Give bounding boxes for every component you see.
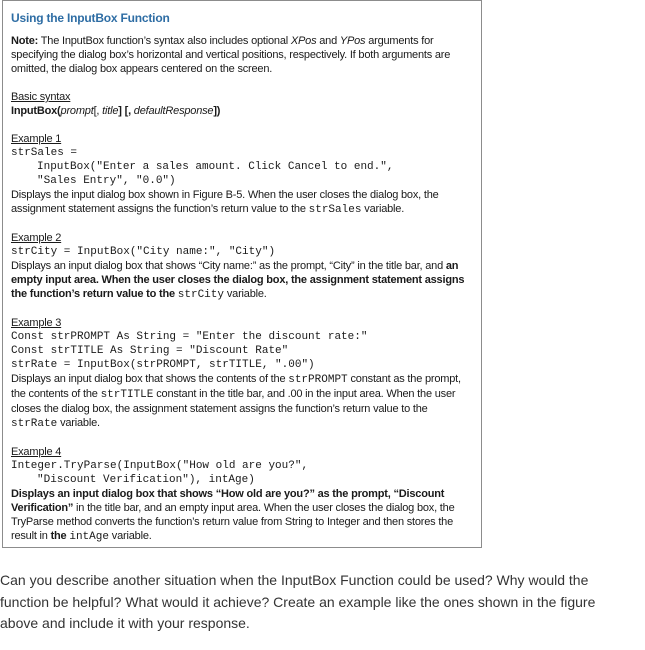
code-line: "Discount Verification"), intAge): [37, 474, 255, 486]
code-line: strSales =: [11, 147, 78, 159]
code-line: "Sales Entry", "0.0"): [37, 175, 176, 187]
example-description: [11, 259, 473, 302]
question-text: Can you describe another situation when the InputBox Function could be used? Why would the function be helpful? What would it achieve? Create an example like the ones shown in the figure above and include it with your response.: [0, 572, 596, 631]
desc-code: intAge: [69, 531, 109, 543]
syntax-part: title: [102, 105, 119, 117]
basic-syntax-line: [11, 104, 473, 118]
note-xpos: XPos: [290, 35, 317, 47]
desc-text: variable.: [224, 288, 267, 300]
desc-text: Displays an input dialog box that shows the contents of the: [11, 373, 289, 385]
desc-text: variable.: [57, 417, 100, 429]
desc-code: strRate: [11, 418, 58, 430]
figure-box: [2, 0, 482, 548]
basic-syntax-section: [11, 90, 473, 118]
note-text: The InputBox function’s syntax also includes optional: [38, 35, 291, 47]
note-text: arguments for specifying the dialog box’s horizontal and vertical positions, respectively. If both arguments are omitted, the dialog box appears centered on the screen.: [11, 35, 451, 75]
syntax-part: defaultResponse: [133, 105, 214, 117]
example-2: [11, 231, 473, 302]
desc-code: strSales: [308, 204, 362, 216]
desc-text: an empty input area. When the user closes the dialog box, the assignment statement assigns the function’s return value to the: [11, 260, 465, 300]
desc-text: Displays the input dialog box shown in Figure B-5. When the user closes the dialog box, the assignment statement assigns the function’s return value to the: [11, 189, 439, 215]
syntax-part: InputBox(: [11, 105, 61, 117]
example-description: [11, 487, 473, 544]
note-ypos: YPos: [339, 35, 366, 47]
desc-text: the: [50, 530, 70, 542]
desc-text: in the title bar, and an empty input area. When the user closes the dialog box, the TryParse method converts the function’s return value from String to Integer and then stores the result in: [11, 502, 455, 542]
desc-code: strTITLE: [100, 389, 154, 401]
example-description: [11, 372, 473, 431]
code-line: strCity = InputBox("City name:", "City"): [11, 246, 276, 258]
syntax-part: [,: [93, 105, 103, 117]
syntax-part: ] [,: [118, 105, 134, 117]
example-description: [11, 188, 473, 217]
note-text: and: [316, 35, 340, 47]
code-line: Const strTITLE As String = "Discount Rate": [11, 345, 289, 357]
syntax-part: ]): [213, 105, 221, 117]
desc-text: Displays an input dialog box that shows “City name:” as the prompt, “City” in the title bar, and: [11, 260, 446, 272]
note-paragraph: [11, 34, 473, 76]
code-line: strRate = InputBox(strPROMPT, strTITLE, ".00"): [11, 359, 315, 371]
desc-text: constant as the prompt, the contents of the: [11, 373, 461, 400]
example-3: [11, 316, 473, 431]
syntax-part: prompt: [60, 105, 94, 117]
figure-title: Using the InputBox Function: [11, 11, 170, 25]
desc-text: Displays an input dialog box that shows “How old are you?” as the prompt, “Discount Verification”: [11, 488, 445, 514]
desc-code: strCity: [177, 289, 224, 301]
basic-syntax-heading: Basic syntax: [11, 91, 71, 103]
code-line: InputBox("Enter a sales amount. Click Cancel to end.",: [37, 161, 394, 173]
example-heading: Example 4: [11, 446, 62, 458]
example-heading: Example 3: [11, 317, 62, 329]
desc-text: constant in the title bar, and .00 in the input area. When the user closes the dialog box, the assignment statement assigns the function’s return value to the: [11, 388, 456, 415]
code-line: Const strPROMPT As String = "Enter the discount rate:": [11, 331, 368, 343]
desc-code: strPROMPT: [288, 374, 348, 386]
example-heading: Example 1: [11, 133, 62, 145]
example-1: [11, 132, 473, 217]
desc-text: variable.: [361, 203, 405, 215]
example-heading: Example 2: [11, 232, 62, 244]
note-label: Note:: [11, 35, 39, 47]
desc-text: variable.: [108, 530, 152, 542]
code-line: Integer.TryParse(InputBox("How old are you?",: [11, 460, 309, 472]
example-4: [11, 445, 473, 544]
